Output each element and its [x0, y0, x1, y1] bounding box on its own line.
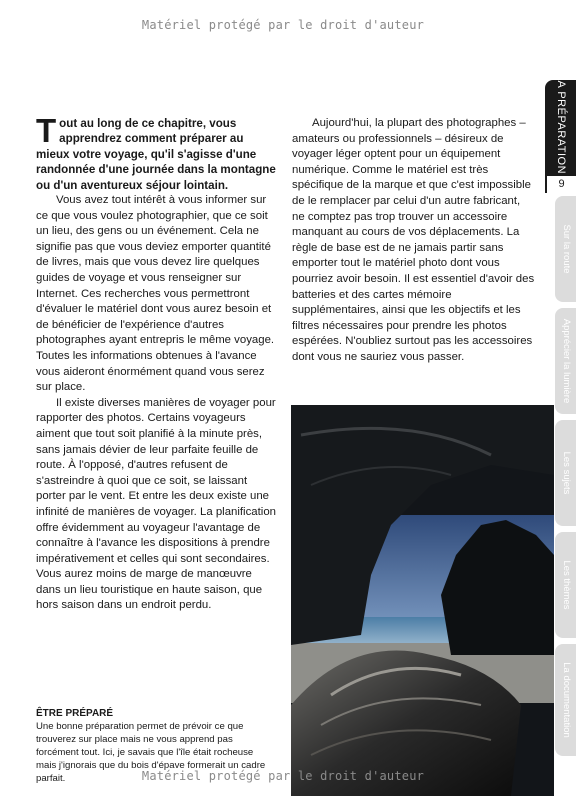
coastal-driftwood-photo [291, 405, 554, 796]
body-paragraph-3: Aujourd'hui, la plupart des photographes – amateurs ou professionnels – désireux de voyager léger optent pour un équipement numérique. Comme le matériel est très spécifique de la marque et que c'est impossible de le remplacer par celui d'un autre fabricant, ne comptez pas trop trouver un accessoire manquant au cours de vos déplacements. La règle de base est de ne jamais partir sans emporter tout le matériel photo dont vous pourriez avoir besoin. Il est essentiel d'avoir des batteries et des cartes mémoire supplémentaires, ainsi que les objectifs et les filtres nécessaires pour prendre les photos espérées. N'oubliez surtout pas les accessoires dont vous ne sauriez vous passer. [292, 117, 535, 363]
tab-active-label: LA PRÉPARATION [554, 73, 567, 175]
left-column [36, 112, 276, 614]
right-column [292, 116, 535, 366]
page-number: 9 [545, 176, 576, 193]
tab-les-sujets[interactable] [555, 420, 576, 526]
tab-label: Les sujets [560, 451, 572, 495]
caption-text: Une bonne préparation permet de prévoir ce que trouverez sur place mais ne vous apprend pas forcément tout. Ici, je savais que l'île était rocheuse mais j'ignorais que du bois d'épave formerait un cadre parfait. [36, 721, 266, 784]
tab-label: Les thèmes [560, 560, 572, 610]
tab-label: La documentation [560, 662, 572, 738]
drop-cap: T [36, 112, 57, 149]
tab-sur-la-route[interactable] [555, 196, 576, 302]
body-paragraph-1: Vous avez tout intérêt à vous informer sur ce que vous voulez photographier, que ce soit un lieu, des gens ou un événement. Cela ne signifie pas que vous deviez emporter quantité de livres, mais que vous devez lire quelques guides de voyage et vous renseigner sur Internet. Ces recherches vous permettront d'évaluer le matériel dont vous aurez besoin et de bénéficier de l'expérience d'autres photographes ayant entrepris le même voyage. Toutes les informations obtenues à l'avance vous aideront énormément quand vous serez sur place. [36, 194, 275, 394]
body-paragraph-2: Il existe diverses manières de voyager pour rapporter des photos. Certains voyageurs aiment que tout soit planifié à la minute près, sans jamais dévier de leur parfaite feuille de route. À l'opposé, d'autres refusent de s'astreindre à quoi que ce soit, se laissant porter par le vent. Et entre les deux existe une infinité de manières de voyager. La planification offre évidemment au voyageur l'avantage de connaître à l'avance les dispositions à prendre impérativement et celles qui sont secondaires. Vous aurez moins de marge de manœuvre dans un lieu touristique en haute saison, que hors saison dans un endroit perdu. [36, 396, 276, 612]
tab-label: Apprécier la lumière [560, 318, 572, 404]
copyright-watermark-bottom: Matériel protégé par le droit d'auteur [141, 769, 425, 783]
tab-apprecier-la-lumiere[interactable] [555, 308, 576, 414]
tab-label: Sur la route [560, 224, 572, 274]
tab-la-documentation[interactable] [555, 644, 576, 756]
lead-paragraph [36, 112, 276, 193]
tab-les-themes[interactable] [555, 532, 576, 638]
lead-text: out au long de ce chapitre, vous apprendrez comment préparer au mieux votre voyage, qu'il s'agisse d'une randonnée d'une journée dans la montagne ou d'un aventureux séjour lointain. [36, 117, 276, 192]
caption-title: ÊTRE PRÉPARÉ [36, 708, 114, 719]
tab-la-preparation[interactable] [545, 73, 576, 193]
copyright-watermark-top: Matériel protégé par le droit d'auteur [141, 18, 425, 32]
